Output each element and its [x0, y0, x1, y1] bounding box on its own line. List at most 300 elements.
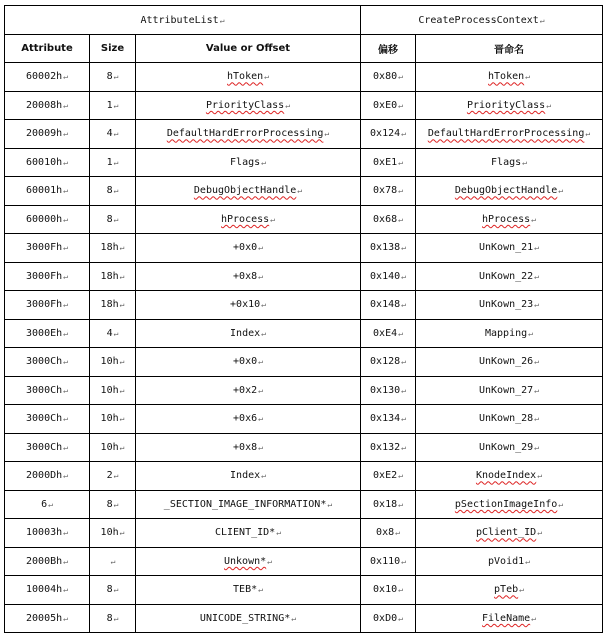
paragraph-mark-icon: ↵ [537, 471, 543, 481]
name-cell-text: FileName [482, 612, 531, 624]
table-row [5, 63, 603, 92]
name-cell-text: DefaultHardErrorProcessing [427, 128, 585, 140]
table-row [5, 120, 603, 149]
attribute-cell [5, 120, 90, 149]
paragraph-mark-icon: ↵ [401, 300, 406, 310]
name-cell [416, 205, 603, 234]
offset-cell [361, 462, 416, 491]
offset-cell [361, 234, 416, 263]
table-row [5, 604, 603, 633]
header-attribute-label: Attribute [21, 43, 73, 54]
offset-cell-text: 0x68 [373, 213, 398, 225]
attribute-cell-text: 3000Ch [26, 413, 63, 425]
value-cell [136, 462, 361, 491]
paragraph-mark-icon: ↵ [63, 414, 68, 424]
offset-cell [361, 148, 416, 177]
value-cell-text: +0x8 [233, 270, 258, 282]
attribute-cell-text: 60000h [26, 213, 63, 225]
name-cell [416, 120, 603, 149]
create-process-context-title: CreateProcessContext [418, 14, 539, 26]
paragraph-mark-icon: ↵ [285, 100, 291, 110]
paragraph-mark-icon: ↵ [261, 300, 266, 310]
value-cell-text: DebugObjectHandle [193, 185, 297, 197]
size-cell-text: 18h [100, 270, 119, 282]
name-cell [416, 291, 603, 320]
value-cell-text: Index [230, 470, 261, 482]
paragraph-mark-icon: ↵ [528, 328, 533, 338]
attribute-cell [5, 63, 90, 92]
value-cell [136, 547, 361, 576]
header-name [416, 35, 603, 63]
paragraph-mark-icon: ↵ [531, 613, 536, 623]
attribute-cell-text: 6 [41, 498, 48, 510]
name-cell-text: Flags [491, 156, 522, 168]
value-cell-text: Unkown* [224, 555, 267, 567]
paragraph-mark-icon: ↵ [531, 214, 536, 224]
paragraph-mark-icon: ↵ [119, 243, 125, 253]
name-cell-text: UnKown_26 [478, 356, 534, 368]
value-cell [136, 405, 361, 434]
offset-cell-text: 0x134 [370, 413, 401, 425]
paragraph-mark-icon: ↵ [63, 72, 68, 82]
paragraph-mark-icon: ↵ [537, 528, 543, 538]
paragraph-mark-icon: ↵ [276, 528, 282, 538]
paragraph-mark-icon: ↵ [398, 585, 403, 595]
paragraph-mark-icon: ↵ [398, 186, 403, 196]
value-cell-text: TEB* [233, 584, 258, 596]
size-cell [90, 604, 136, 633]
attribute-cell [5, 519, 90, 548]
paragraph-mark-icon: ↵ [113, 613, 119, 623]
attribute-cell-text: 3000Eh [26, 327, 63, 339]
paragraph-mark-icon: ↵ [534, 414, 539, 424]
size-cell [90, 120, 136, 149]
attribute-cell-text: 3000Fh [26, 242, 63, 254]
size-cell [90, 63, 136, 92]
table-row [5, 148, 603, 177]
header-value-or-offset [136, 35, 361, 63]
attribute-cell [5, 576, 90, 605]
size-cell [90, 148, 136, 177]
paragraph-mark-icon: ↵ [63, 442, 68, 452]
paragraph-mark-icon: ↵ [48, 499, 53, 509]
table-row [5, 519, 603, 548]
value-cell-text: Index [230, 327, 261, 339]
size-cell [90, 490, 136, 519]
size-cell [90, 576, 136, 605]
attribute-cell [5, 376, 90, 405]
value-cell-text: +0x8 [233, 441, 258, 453]
paragraph-mark-icon: ↵ [113, 157, 119, 167]
paragraph-mark-icon: ↵ [63, 243, 68, 253]
paragraph-mark-icon: ↵ [63, 528, 68, 538]
paragraph-mark-icon: ↵ [525, 72, 530, 82]
paragraph-mark-icon: ↵ [258, 271, 263, 281]
paragraph-mark-icon: ↵ [522, 157, 527, 167]
paragraph-mark-icon: ↵ [119, 385, 125, 395]
value-cell [136, 63, 361, 92]
size-cell-text: 18h [100, 242, 119, 254]
paragraph-mark-icon: ↵ [558, 499, 564, 509]
paragraph-mark-icon: ↵ [534, 385, 539, 395]
value-cell-text: +0x2 [233, 384, 258, 396]
offset-cell-text: 0xE0 [373, 99, 398, 111]
paragraph-mark-icon: ↵ [539, 15, 545, 25]
name-cell-text: UnKown_29 [478, 441, 534, 453]
paragraph-mark-icon: ↵ [291, 613, 297, 623]
size-cell-text: 4 [106, 327, 113, 339]
paragraph-mark-icon: ↵ [119, 442, 125, 452]
paragraph-mark-icon: ↵ [113, 186, 119, 196]
paragraph-mark-icon: ↵ [398, 72, 403, 82]
name-cell-text: UnKown_21 [478, 242, 534, 254]
size-cell-text: 8 [106, 584, 113, 596]
attribute-cell [5, 234, 90, 263]
paragraph-mark-icon: ↵ [264, 72, 269, 82]
attribute-table [4, 5, 603, 633]
offset-cell-text: 0xD0 [373, 612, 398, 624]
offset-cell [361, 405, 416, 434]
offset-cell-text: 0x110 [370, 555, 401, 567]
attribute-cell-text: 2000Bh [26, 555, 63, 567]
size-cell [90, 91, 136, 120]
size-cell-text: 8 [106, 213, 113, 225]
value-cell-text: +0x6 [233, 413, 258, 425]
size-cell-text: 4 [106, 128, 113, 140]
paragraph-mark-icon: ↵ [63, 186, 68, 196]
paragraph-mark-icon: ↵ [113, 471, 119, 481]
table-row [5, 291, 603, 320]
paragraph-mark-icon: ↵ [258, 442, 263, 452]
value-cell [136, 120, 361, 149]
offset-cell [361, 291, 416, 320]
attribute-cell-text: 3000Fh [26, 299, 63, 311]
paragraph-mark-icon: ↵ [519, 585, 524, 595]
value-cell-text: PriorityClass [205, 99, 285, 111]
offset-cell-text: 0x124 [370, 128, 401, 140]
table-row [5, 262, 603, 291]
paragraph-mark-icon: ↵ [258, 585, 263, 595]
table-row [5, 319, 603, 348]
name-cell [416, 462, 603, 491]
paragraph-mark-icon: ↵ [258, 414, 263, 424]
paragraph-mark-icon: ↵ [258, 385, 263, 395]
attribute-cell [5, 490, 90, 519]
size-cell-text: 8 [106, 612, 113, 624]
name-cell [416, 547, 603, 576]
name-cell [416, 348, 603, 377]
name-cell-text: pClient_ID [475, 527, 537, 539]
paragraph-mark-icon: ↵ [270, 214, 275, 224]
offset-cell-text: 0x78 [373, 185, 398, 197]
table-row [5, 576, 603, 605]
size-cell [90, 462, 136, 491]
attribute-cell [5, 547, 90, 576]
name-cell-text: UnKown_23 [478, 299, 534, 311]
name-cell [416, 319, 603, 348]
paragraph-mark-icon: ↵ [63, 613, 68, 623]
attribute-cell-text: 3000Ch [26, 384, 63, 396]
attribute-cell-text: 20009h [26, 128, 63, 140]
table-row [5, 91, 603, 120]
value-cell-text: +0x0 [233, 242, 258, 254]
attribute-cell-text: 60002h [26, 71, 63, 83]
paragraph-mark-icon: ↵ [401, 129, 406, 139]
value-cell [136, 148, 361, 177]
attribute-cell-text: 60001h [26, 185, 63, 197]
size-cell [90, 177, 136, 206]
paragraph-mark-icon: ↵ [558, 186, 564, 196]
paragraph-mark-icon: ↵ [113, 129, 119, 139]
name-cell [416, 490, 603, 519]
paragraph-mark-icon: ↵ [534, 271, 539, 281]
table-row [5, 547, 603, 576]
attribute-cell-text: 3000Fh [26, 270, 63, 282]
paragraph-mark-icon: ↵ [534, 442, 539, 452]
offset-cell [361, 177, 416, 206]
paragraph-mark-icon: ↵ [258, 357, 263, 367]
attribute-cell [5, 405, 90, 434]
size-cell-text: 10h [100, 441, 119, 453]
attribute-cell [5, 148, 90, 177]
paragraph-mark-icon: ↵ [401, 556, 406, 566]
attribute-cell [5, 91, 90, 120]
size-cell [90, 205, 136, 234]
table-row [5, 348, 603, 377]
size-cell [90, 291, 136, 320]
header-name-label: 晋命名 [494, 45, 524, 56]
name-cell-text: pTeb [494, 584, 519, 596]
paragraph-mark-icon: ↵ [534, 243, 539, 253]
header-offset [361, 35, 416, 63]
size-cell-text: 1 [106, 99, 113, 111]
offset-cell-text: 0x80 [373, 71, 398, 83]
name-cell [416, 376, 603, 405]
paragraph-mark-icon: ↵ [258, 243, 263, 253]
header-row [5, 35, 603, 63]
offset-cell [361, 63, 416, 92]
paragraph-mark-icon: ↵ [119, 414, 125, 424]
attribute-cell-text: 60010h [26, 156, 63, 168]
attribute-cell-text: 2000Dh [26, 470, 63, 482]
name-cell [416, 405, 603, 434]
offset-cell [361, 262, 416, 291]
value-cell [136, 376, 361, 405]
name-cell-text: UnKown_22 [478, 270, 534, 282]
size-cell-text: 8 [106, 185, 113, 197]
paragraph-mark-icon: ↵ [110, 556, 116, 566]
offset-cell [361, 547, 416, 576]
offset-cell-text: 0x128 [370, 356, 401, 368]
name-cell [416, 604, 603, 633]
offset-cell [361, 120, 416, 149]
name-cell-text: pSectionImageInfo [454, 498, 558, 510]
value-cell [136, 604, 361, 633]
name-cell [416, 234, 603, 263]
paragraph-mark-icon: ↵ [113, 328, 119, 338]
name-cell-text: pVoid1 [488, 555, 525, 567]
attribute-cell-text: 10004h [26, 584, 63, 596]
table-body [5, 63, 603, 633]
size-cell-text: 8 [106, 71, 113, 83]
offset-cell [361, 91, 416, 120]
attribute-cell-text: 20008h [26, 99, 63, 111]
offset-cell [361, 376, 416, 405]
value-cell-text: +0x10 [230, 299, 261, 311]
offset-cell [361, 604, 416, 633]
size-cell-text: 10h [100, 356, 119, 368]
paragraph-mark-icon: ↵ [398, 471, 403, 481]
size-cell-text: 10h [100, 413, 119, 425]
name-cell-text: DebugObjectHandle [454, 185, 558, 197]
size-cell [90, 433, 136, 462]
paragraph-mark-icon: ↵ [63, 300, 68, 310]
size-cell-text: 10h [100, 527, 119, 539]
paragraph-mark-icon: ↵ [401, 271, 406, 281]
offset-cell-text: 0x148 [370, 299, 401, 311]
paragraph-mark-icon: ↵ [63, 556, 68, 566]
attribute-cell-text: 3000Ch [26, 356, 63, 368]
name-cell-text: UnKown_27 [478, 384, 534, 396]
paragraph-mark-icon: ↵ [534, 300, 539, 310]
size-cell [90, 262, 136, 291]
attribute-cell-text: 20005h [26, 612, 63, 624]
value-cell [136, 319, 361, 348]
name-cell [416, 433, 603, 462]
size-cell [90, 234, 136, 263]
paragraph-mark-icon: ↵ [297, 186, 303, 196]
value-cell [136, 348, 361, 377]
attribute-cell [5, 462, 90, 491]
table-row [5, 490, 603, 519]
attribute-cell-text: 3000Ch [26, 441, 63, 453]
paragraph-mark-icon: ↵ [401, 385, 406, 395]
name-cell [416, 262, 603, 291]
paragraph-mark-icon: ↵ [398, 499, 403, 509]
header-size-label: Size [100, 43, 125, 54]
value-cell-text: +0x0 [233, 356, 258, 368]
paragraph-mark-icon: ↵ [401, 442, 406, 452]
attribute-cell [5, 291, 90, 320]
attribute-cell [5, 205, 90, 234]
attribute-cell [5, 604, 90, 633]
paragraph-mark-icon: ↵ [63, 357, 68, 367]
attribute-cell-text: 10003h [26, 527, 63, 539]
paragraph-mark-icon: ↵ [119, 357, 125, 367]
paragraph-mark-icon: ↵ [395, 528, 400, 538]
table-row [5, 177, 603, 206]
value-cell [136, 91, 361, 120]
paragraph-mark-icon: ↵ [546, 100, 552, 110]
offset-cell-text: 0x130 [370, 384, 401, 396]
attribute-cell [5, 262, 90, 291]
header-size [90, 35, 136, 63]
size-cell [90, 348, 136, 377]
offset-cell-text: 0x138 [370, 242, 401, 254]
offset-cell [361, 519, 416, 548]
paragraph-mark-icon: ↵ [63, 385, 68, 395]
offset-cell [361, 319, 416, 348]
paragraph-mark-icon: ↵ [261, 328, 266, 338]
attribute-cell [5, 348, 90, 377]
offset-cell-text: 0x140 [370, 270, 401, 282]
value-cell-text: hProcess [221, 213, 270, 225]
value-cell [136, 177, 361, 206]
name-cell [416, 91, 603, 120]
name-cell-text: KnodeIndex [475, 470, 537, 482]
value-cell [136, 519, 361, 548]
paragraph-mark-icon: ↵ [63, 157, 68, 167]
paragraph-mark-icon: ↵ [63, 129, 68, 139]
size-cell-text: 18h [100, 299, 119, 311]
offset-cell-text: 0x18 [373, 498, 398, 510]
table-row [5, 376, 603, 405]
value-cell [136, 205, 361, 234]
paragraph-mark-icon: ↵ [261, 471, 266, 481]
table-row [5, 405, 603, 434]
size-cell-text: 1 [106, 156, 113, 168]
offset-cell-text: 0xE1 [373, 156, 398, 168]
paragraph-mark-icon: ↵ [398, 157, 403, 167]
offset-cell-text: 0xE2 [373, 470, 398, 482]
paragraph-mark-icon: ↵ [401, 243, 406, 253]
name-cell-text: Mapping [485, 327, 528, 339]
paragraph-mark-icon: ↵ [327, 499, 333, 509]
paragraph-mark-icon: ↵ [261, 157, 266, 167]
paragraph-mark-icon: ↵ [113, 100, 119, 110]
offset-cell [361, 490, 416, 519]
paragraph-mark-icon: ↵ [398, 100, 403, 110]
table-row [5, 462, 603, 491]
paragraph-mark-icon: ↵ [219, 15, 225, 25]
value-cell [136, 262, 361, 291]
header-value-label: Value or Offset [205, 43, 291, 54]
table-row [5, 433, 603, 462]
value-cell-text: Flags [230, 156, 261, 168]
name-cell-text: hToken [488, 71, 525, 83]
header-offset-label: 偏移 [378, 45, 398, 56]
name-cell-text: UnKown_28 [478, 413, 534, 425]
value-cell-text: _SECTION_IMAGE_INFORMATION* [163, 498, 327, 510]
paragraph-mark-icon: ↵ [119, 300, 125, 310]
paragraph-mark-icon: ↵ [113, 585, 119, 595]
title-row [5, 6, 603, 35]
offset-cell-text: 0x8 [376, 527, 395, 539]
header-attribute [5, 35, 90, 63]
value-cell [136, 291, 361, 320]
paragraph-mark-icon: ↵ [525, 556, 530, 566]
name-cell-text: hProcess [482, 213, 531, 225]
paragraph-mark-icon: ↵ [63, 328, 68, 338]
value-cell [136, 433, 361, 462]
paragraph-mark-icon: ↵ [119, 271, 125, 281]
attribute-cell [5, 319, 90, 348]
value-cell-text: CLIENT_ID* [214, 527, 276, 539]
offset-cell [361, 348, 416, 377]
value-cell-text: UNICODE_STRING* [199, 612, 291, 624]
paragraph-mark-icon: ↵ [63, 100, 68, 110]
size-cell [90, 519, 136, 548]
size-cell-text: 2 [106, 470, 113, 482]
name-cell [416, 177, 603, 206]
paragraph-mark-icon: ↵ [119, 528, 125, 538]
attribute-list-title-cell [5, 6, 361, 35]
value-cell-text: hToken [227, 71, 264, 83]
size-cell [90, 376, 136, 405]
create-process-context-title-cell [361, 6, 603, 35]
offset-cell [361, 576, 416, 605]
size-cell [90, 547, 136, 576]
